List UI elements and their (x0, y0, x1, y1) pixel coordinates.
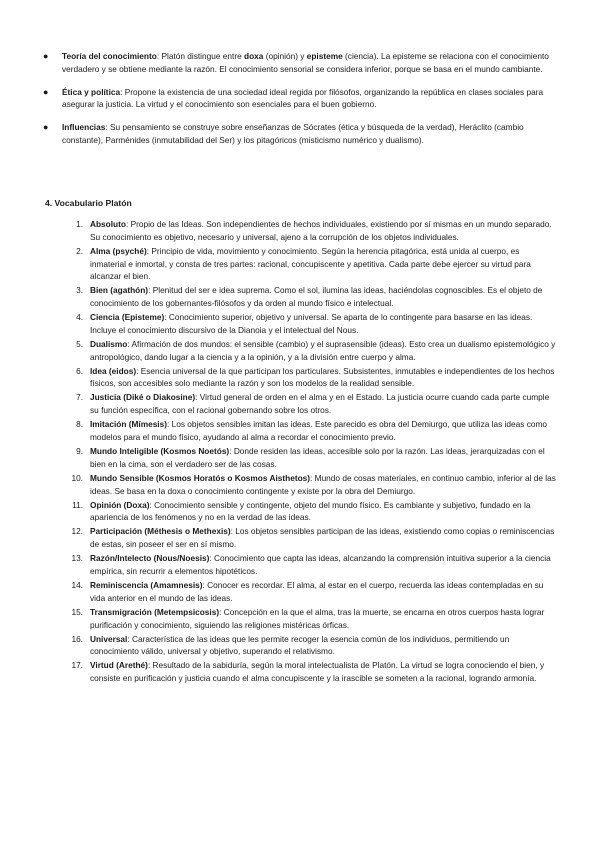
bullet-dot: ● (43, 122, 49, 133)
vocabulary-number: 11. (72, 499, 83, 510)
vocabulary-term: Ciencia (Episteme) (90, 312, 165, 323)
vocabulary-definition: : Principio de vida, movimiento y conocimiento. Según la herencia pitagórica, está unida al cuerpo, es inmaterial e inmortal, y consta de tres partes: racional, concupiscente y apetitiva. Cada parte debe ejercer su virtud para alcanzar el bien. (90, 245, 531, 282)
bullet-item-influencias (43, 121, 554, 147)
vocabulary-number: 7. (76, 392, 83, 403)
bullet-text: (opinión) y (263, 51, 307, 61)
vocabulary-item (71, 633, 556, 658)
vocabulary-definition: : Propio de las Ideas. Son independientes de hechos individuales, existiendo por sí mismas en un mundo separado. Su conocimiento es objetivo, necesario y universal, ajeno a la corrupción de los objetos individuales. (90, 219, 552, 242)
vocabulary-definition: : Resultado de la sabiduría, según la moral intelectualista de Platón. La virtud se logra conociendo el bien, y consiste en purificación y justicia cuando el alma concupiscente y la irascible se someten a la racional, logrando armonía. (90, 660, 545, 684)
vocabulary-number: 12. (71, 526, 83, 537)
vocabulary-number: 15. (71, 606, 83, 617)
vocabulary-number: 1. (76, 219, 83, 229)
vocabulary-term: Virtud (Arethé) (90, 660, 148, 671)
vocabulary-number: 16. (71, 633, 83, 644)
bullet-text-bold: doxa (244, 51, 264, 61)
vocabulary-number: 5. (76, 338, 83, 349)
intro-bullet-list (43, 50, 554, 157)
vocabulary-term: Idea (eidos) (90, 365, 137, 376)
vocabulary-item (71, 659, 556, 684)
vocabulary-item (76, 311, 556, 336)
vocabulary-definition: : Conocimiento que capta las ideas, alcanzando la comprensión intuitiva superior a la ciencia empírica, sin recurrir a elementos hipotéticos. (90, 553, 551, 576)
vocabulary-term: Razón/Intelecto (Nous/Noesis) (90, 553, 210, 564)
vocabulary-item (76, 418, 556, 443)
vocabulary-item (76, 365, 556, 390)
vocabulary-item (71, 606, 556, 631)
vocabulary-item (71, 579, 556, 604)
vocabulary-number: 9. (76, 446, 83, 457)
section-heading: 4. Vocabulario Platón (45, 198, 132, 208)
vocabulary-term: Mundo Sensible (Kosmos Horatós o Kosmos Aisthetos) (90, 472, 311, 483)
vocabulary-definition: : Los objetos sensibles imitan las ideas. Este parecido es obra del Demiurgo, que utiliza las ideas como modelos para el mundo físico, ayudando al alma a recordar el conocimiento previo. (90, 419, 548, 442)
vocabulary-number: 17. (71, 660, 83, 671)
vocabulary-definition: : Los objetos sensibles participan de las ideas, existiendo como copias o reminiscencias de estas, sin poseer el ser en sí mismo. (90, 526, 555, 550)
vocabulary-item (72, 499, 556, 524)
vocabulary-term: Dualismo (90, 338, 128, 349)
vocabulary-item (71, 472, 556, 497)
vocabulary-term: Participación (Méthesis o Methexis) (90, 526, 231, 537)
vocabulary-term: Transmigración (Metempsicosis) (90, 606, 220, 617)
vocabulary-item (76, 391, 556, 416)
vocabulary-number: 13. (71, 553, 83, 564)
vocabulary-item (76, 284, 556, 309)
vocabulary-definition: : Mundo de cosas materiales, en continuo cambio, inferior al de las ideas. Se basa en la doxa o conocimiento contingente y existe por la obra del Demiurgo. (90, 472, 556, 496)
vocabulary-number: 8. (76, 419, 83, 430)
vocabulary-term: Mundo Inteligible (Kosmos Noetós) (90, 446, 230, 457)
vocabulary-definition: : Concepción en la que el alma, tras la muerte, se encarna en otros cuerpos hasta lograr purificación y conocimiento, siguiendo las religiones mistéricas órficas. (90, 606, 545, 630)
bullet-text: (ciencia). La episteme se relaciona con el conocimiento verdadero y se obtiene mediante la razón. El conocimiento sensorial se considera inferior, porque se basa en el mundo cambiante. (62, 51, 549, 74)
vocabulary-definition: : Donde residen las ideas, accesible solo por la razón. Las ideas, jerarquizadas con el bien en la cima, son el verdadero ser de las cosas. (90, 446, 545, 469)
vocabulary-term: Universal (90, 633, 128, 644)
vocabulary-term: Reminiscencia (Amamnesis) (90, 580, 203, 591)
vocabulary-item (76, 218, 556, 243)
vocabulary-item (76, 245, 556, 283)
vocabulary-term: Alma (psyché) (90, 245, 147, 256)
vocabulary-list (71, 218, 556, 686)
vocabulary-item (71, 525, 556, 550)
bullet-text: : Su pensamiento se construye sobre enseñanzas de Sócrates (ética y búsqueda de la verdad), Heráclito (cambio constante), Parménides (inmutabilidad del Ser) y los pitagóricos (misticismo numérico y dualismo). (62, 122, 524, 145)
vocabulary-term: Justicia (Diké o Diakosine) (90, 392, 196, 403)
bullet-item-teoria-conocimiento (43, 50, 554, 76)
vocabulary-definition: : Plenitud del ser e idea suprema. Como el sol, ilumina las ideas, haciéndolas cognoscibles. Es el objeto de conocimiento de los gobernantes-filósofos y da orden al mundo físico e intelectual. (90, 285, 543, 308)
vocabulary-term: Absoluto (90, 219, 126, 229)
bullet-dot: ● (43, 86, 49, 97)
bullet-text: : Platón distingue entre (156, 51, 245, 61)
bullet-dot: ● (43, 51, 49, 61)
vocabulary-term: Opinión (Doxa) (90, 499, 150, 510)
vocabulary-definition: : Esencia universal de la que participan los particulares. Subsistentes, inmutables e independientes de los hechos físicos, son accesibles solo mediante la razón y son los modelos de la realidad sensible. (90, 365, 555, 389)
vocabulary-term: Imitación (Mímesis) (90, 419, 167, 430)
vocabulary-item (76, 338, 556, 363)
bullet-term: Teoría del conocimiento (62, 51, 157, 61)
bullet-term: Influencias (62, 122, 106, 133)
bullet-text: : Propone la existencia de una sociedad ideal regida por filósofos, organizando la república en clases sociales para asegurar la justicia. La virtud y el conocimiento son esenciales para el buen gobierno. (62, 86, 544, 110)
vocabulary-definition: : Virtud general de orden en el alma y en el Estado. La justicia ocurre cuando cada parte cumple su función específica, con el racional gobernando sobre los otros. (90, 392, 550, 416)
vocabulary-number: 14. (71, 580, 83, 591)
bullet-term: Ética y política (62, 86, 121, 97)
vocabulary-item (76, 445, 556, 470)
vocabulary-number: 3. (76, 285, 83, 296)
vocabulary-definition: : Característica de las ideas que les permite recoger la esencia común de los individuos, permitiendo un conocimiento válido, universal y objetivo, superando el relativismo. (90, 633, 510, 657)
bullet-item-etica-politica (43, 86, 554, 112)
vocabulary-number: 6. (76, 365, 83, 376)
vocabulary-number: 4. (76, 312, 83, 323)
vocabulary-definition: : Conocimiento superior, objetivo y universal. Se aparta de lo contingente para basarse en las ideas. Incluye el conocimiento discursivo de la Dianoia y el intelectual del Nous. (90, 312, 533, 335)
bullet-text-bold: episteme (306, 51, 343, 61)
vocabulary-definition: : Conocer es recordar. El alma, al estar en el cuerpo, recuerda las ideas contempladas en su vida anterior en el mundo de las ideas. (90, 580, 544, 603)
vocabulary-definition: : Conocimiento sensible y contingente, objeto del mundo físico. Es cambiante y subjetivo, fundado en la apariencia de los fenómenos y no en la verdad de las ideas. (90, 499, 531, 523)
vocabulary-term: Bien (agathón) (90, 285, 149, 296)
vocabulary-item (71, 552, 556, 577)
vocabulary-number: 2. (76, 245, 83, 256)
vocabulary-number: 10. (71, 472, 83, 483)
vocabulary-definition: : Afirmación de dos mundos: el sensible (cambio) y el suprasensible (ideas). Esto crea un dualismo epistemológico y antropológico, dando lugar a la ciencia y a la opinión, y a la división entre cuerpo y alma. (90, 338, 556, 362)
